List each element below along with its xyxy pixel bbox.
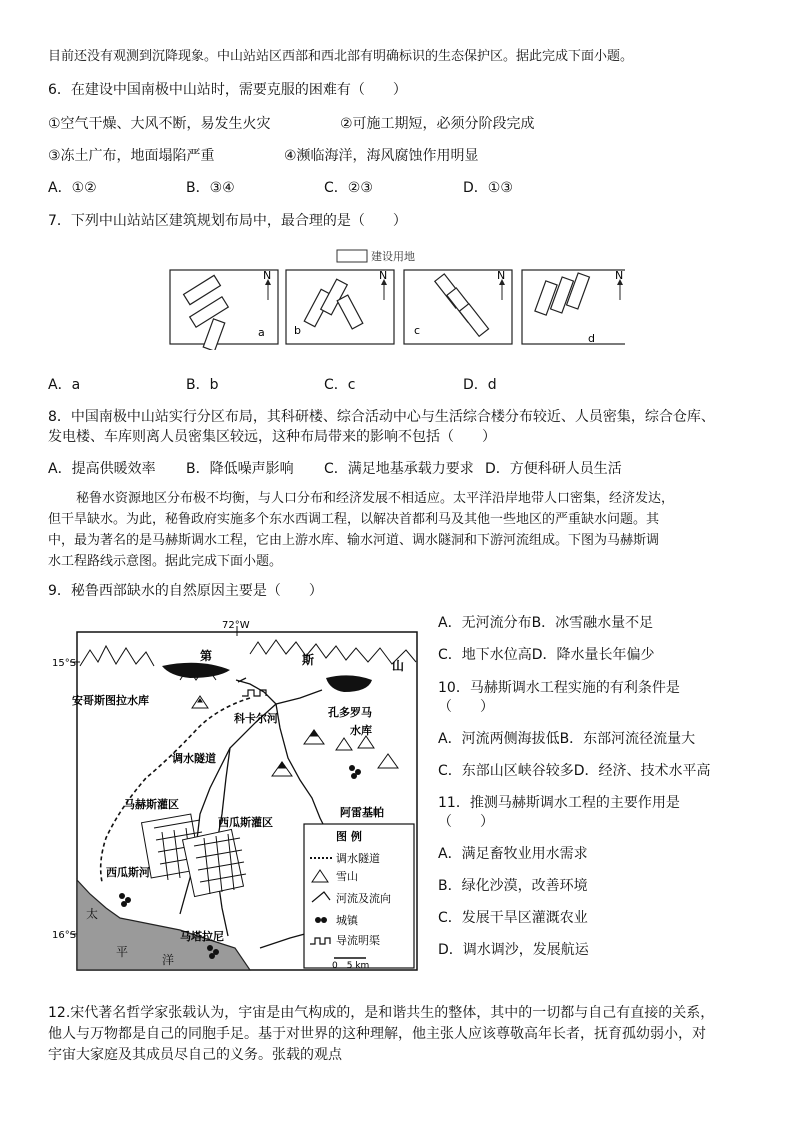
- q8-option-a[interactable]: A．提高供暖效率: [48, 461, 156, 477]
- q8-stem-line1: 8．中国南极中山站实行分区布局，其科研楼、综合活动中心与生活综合楼分布较近、人员密集，综合仓库、: [48, 409, 715, 425]
- panel-b: [286, 269, 394, 344]
- ocean-char-3: 洋: [162, 953, 175, 967]
- legend-town: 城镇: [336, 914, 358, 927]
- q11-option-c[interactable]: C．发展干旱区灌溉农业: [438, 910, 588, 926]
- passage-line1: 秘鲁水资源地区分布极不均衡，与人口分布和经济发展不相适应。太平洋沿岸地带人口密集，经济发达，: [76, 491, 675, 506]
- kakaer-river-label: 科卡尔河: [234, 712, 278, 725]
- q7-figure: [165, 244, 625, 350]
- ocean-char-1: 太: [86, 907, 99, 921]
- tunnel-label: 调水隧道: [172, 752, 216, 765]
- panel-d: [522, 269, 625, 345]
- reservoir1-label: 安哥斯图拉水库: [72, 694, 149, 707]
- q11-option-d[interactable]: D．调水调沙，发展航运: [438, 942, 589, 958]
- q6-statement-1: ①空气干燥、大风不断，易发生火灾: [48, 116, 271, 132]
- north-label: N: [379, 269, 388, 282]
- panel-c: [404, 269, 512, 344]
- panel-b-label: b: [294, 324, 301, 337]
- q10-options-cd[interactable]: C．东部山区峡谷较多D．经济、技术水平高: [438, 763, 711, 779]
- q11-option-a[interactable]: A．满足畜牧业用水需求: [438, 846, 588, 862]
- legend-building-label: 建设用地: [371, 250, 415, 263]
- passage-line2: 但干旱缺水。为此，秘鲁政府实施多个东水西调工程，以解决首都利马及其他一些地区的严重缺水问题。其: [48, 512, 660, 527]
- q6-statement-2: ②可施工期短，必须分阶段完成: [340, 116, 535, 132]
- mahes-irrigation-label: 马赫斯灌区: [124, 798, 179, 811]
- q6-option-a[interactable]: A．①②: [48, 180, 97, 196]
- q10-options-ab[interactable]: A．河流两侧海拔低B．东部河流径流量大: [438, 731, 696, 747]
- legend-title: 图 例: [336, 830, 362, 843]
- q7-stem: 7．下列中山站站区建筑规划布局中，最合理的是（ ）: [48, 213, 407, 229]
- q12-line3: 宇宙大家庭及其成员尽自己的义务。张载的观点: [48, 1047, 342, 1063]
- lon-label: 72°W: [222, 620, 250, 631]
- q6-option-b[interactable]: B．③④: [186, 180, 235, 196]
- mountain-char-2: 斯: [302, 653, 315, 667]
- reservoir2b-label: 水库: [350, 724, 372, 737]
- intro-text: 目前还没有观测到沉降现象。中山站站区西部和西北部有明确标识的生态保护区。据此完成下面小题。: [48, 49, 634, 64]
- q9-options-cd[interactable]: C．地下水位高D．降水量长年偏少: [438, 647, 655, 663]
- q7-option-b[interactable]: B．b: [186, 377, 219, 393]
- north-label: N: [497, 269, 506, 282]
- panel-a-label: a: [258, 326, 265, 339]
- lat16-label: 16°S: [52, 930, 77, 941]
- q8-stem-line2: 发电楼、车库则离人员密集区较远，这种布局带来的影响不包括（ ）: [48, 429, 496, 445]
- q8-option-c[interactable]: C．满足地基承载力要求: [324, 461, 474, 477]
- q10-stem-line2: （ ）: [438, 699, 494, 715]
- q7-option-d[interactable]: D．d: [463, 377, 497, 393]
- q6-statement-3: ③冻土广布，地面塌陷严重: [48, 148, 215, 164]
- q8-option-d[interactable]: D．方便科研人员生活: [485, 461, 622, 477]
- legend-river: 河流及流向: [336, 892, 391, 905]
- reservoir2-label: 孔多罗马: [328, 706, 372, 719]
- ocean-char-2: 平: [116, 945, 129, 959]
- q6-statement-4: ④濒临海洋，海风腐蚀作用明显: [284, 148, 479, 164]
- q10-stem-line1: 10．马赫斯调水工程实施的有利条件是: [438, 680, 680, 696]
- mahes-map: [50, 618, 430, 974]
- north-label: N: [615, 269, 624, 282]
- passage-line4: 水工程路线示意图。据此完成下面小题。: [48, 554, 283, 569]
- legend-canal: 导流明渠: [336, 934, 380, 947]
- xigua-river-label: 西瓜斯河: [106, 866, 150, 879]
- q7-option-c[interactable]: C．c: [324, 377, 356, 393]
- q11-option-b[interactable]: B．绿化沙漠，改善环境: [438, 878, 588, 894]
- xigua-irrigation-label: 西瓜斯灌区: [218, 816, 273, 829]
- q12-line1: 12.宋代著名哲学家张载认为，宇宙是由气构成的，是和谐共生的整体，其中的一切都与自己有直接的关系，: [48, 1005, 715, 1021]
- q8-option-b[interactable]: B．降低噪声影响: [186, 461, 294, 477]
- lat15-label: 15°S: [52, 658, 77, 669]
- north-label: N: [263, 269, 272, 282]
- map-legend: [304, 824, 414, 971]
- mountain-char-3: 山: [392, 659, 405, 673]
- q9-options-ab[interactable]: A．无河流分布B．冰雪融水量不足: [438, 615, 654, 631]
- panel-c-label: c: [414, 324, 421, 337]
- q6-option-c[interactable]: C．②③: [324, 180, 373, 196]
- panel-a: [170, 269, 278, 350]
- legend-snow: 雪山: [336, 870, 358, 883]
- q11-stem-line2: （ ）: [438, 814, 494, 830]
- q6-option-d[interactable]: D．①③: [463, 180, 513, 196]
- matarani-label: 马塔拉尼: [180, 930, 224, 943]
- legend-building-swatch: [337, 250, 367, 262]
- q11-stem-line1: 11．推测马赫斯调水工程的主要作用是: [438, 795, 680, 811]
- passage-line3: 中，最为著名的是马赫斯调水工程，它由上游水库、输水河道、调水隧洞和下游河流组成。下图为马赫斯调: [48, 533, 660, 548]
- q12-line2: 他人与万物都是自己的同胞手足。基于对世界的这种理解，他主张人应该尊敬高年长者，抚育孤幼弱小，对: [48, 1026, 706, 1042]
- arequipa-label: 阿雷基帕: [340, 806, 384, 819]
- mountain-char-1: 第: [200, 649, 213, 663]
- q7-option-a[interactable]: A．a: [48, 377, 81, 393]
- q6-stem: 6．在建设中国南极中山站时，需要克服的困难有（ ）: [48, 82, 407, 98]
- panel-d-label: d: [588, 332, 595, 345]
- q9-stem: 9．秘鲁西部缺水的自然原因主要是（ ）: [48, 583, 323, 599]
- scale-bar-label: 0 5 km: [332, 961, 370, 971]
- legend-tunnel: 调水隧道: [336, 852, 380, 865]
